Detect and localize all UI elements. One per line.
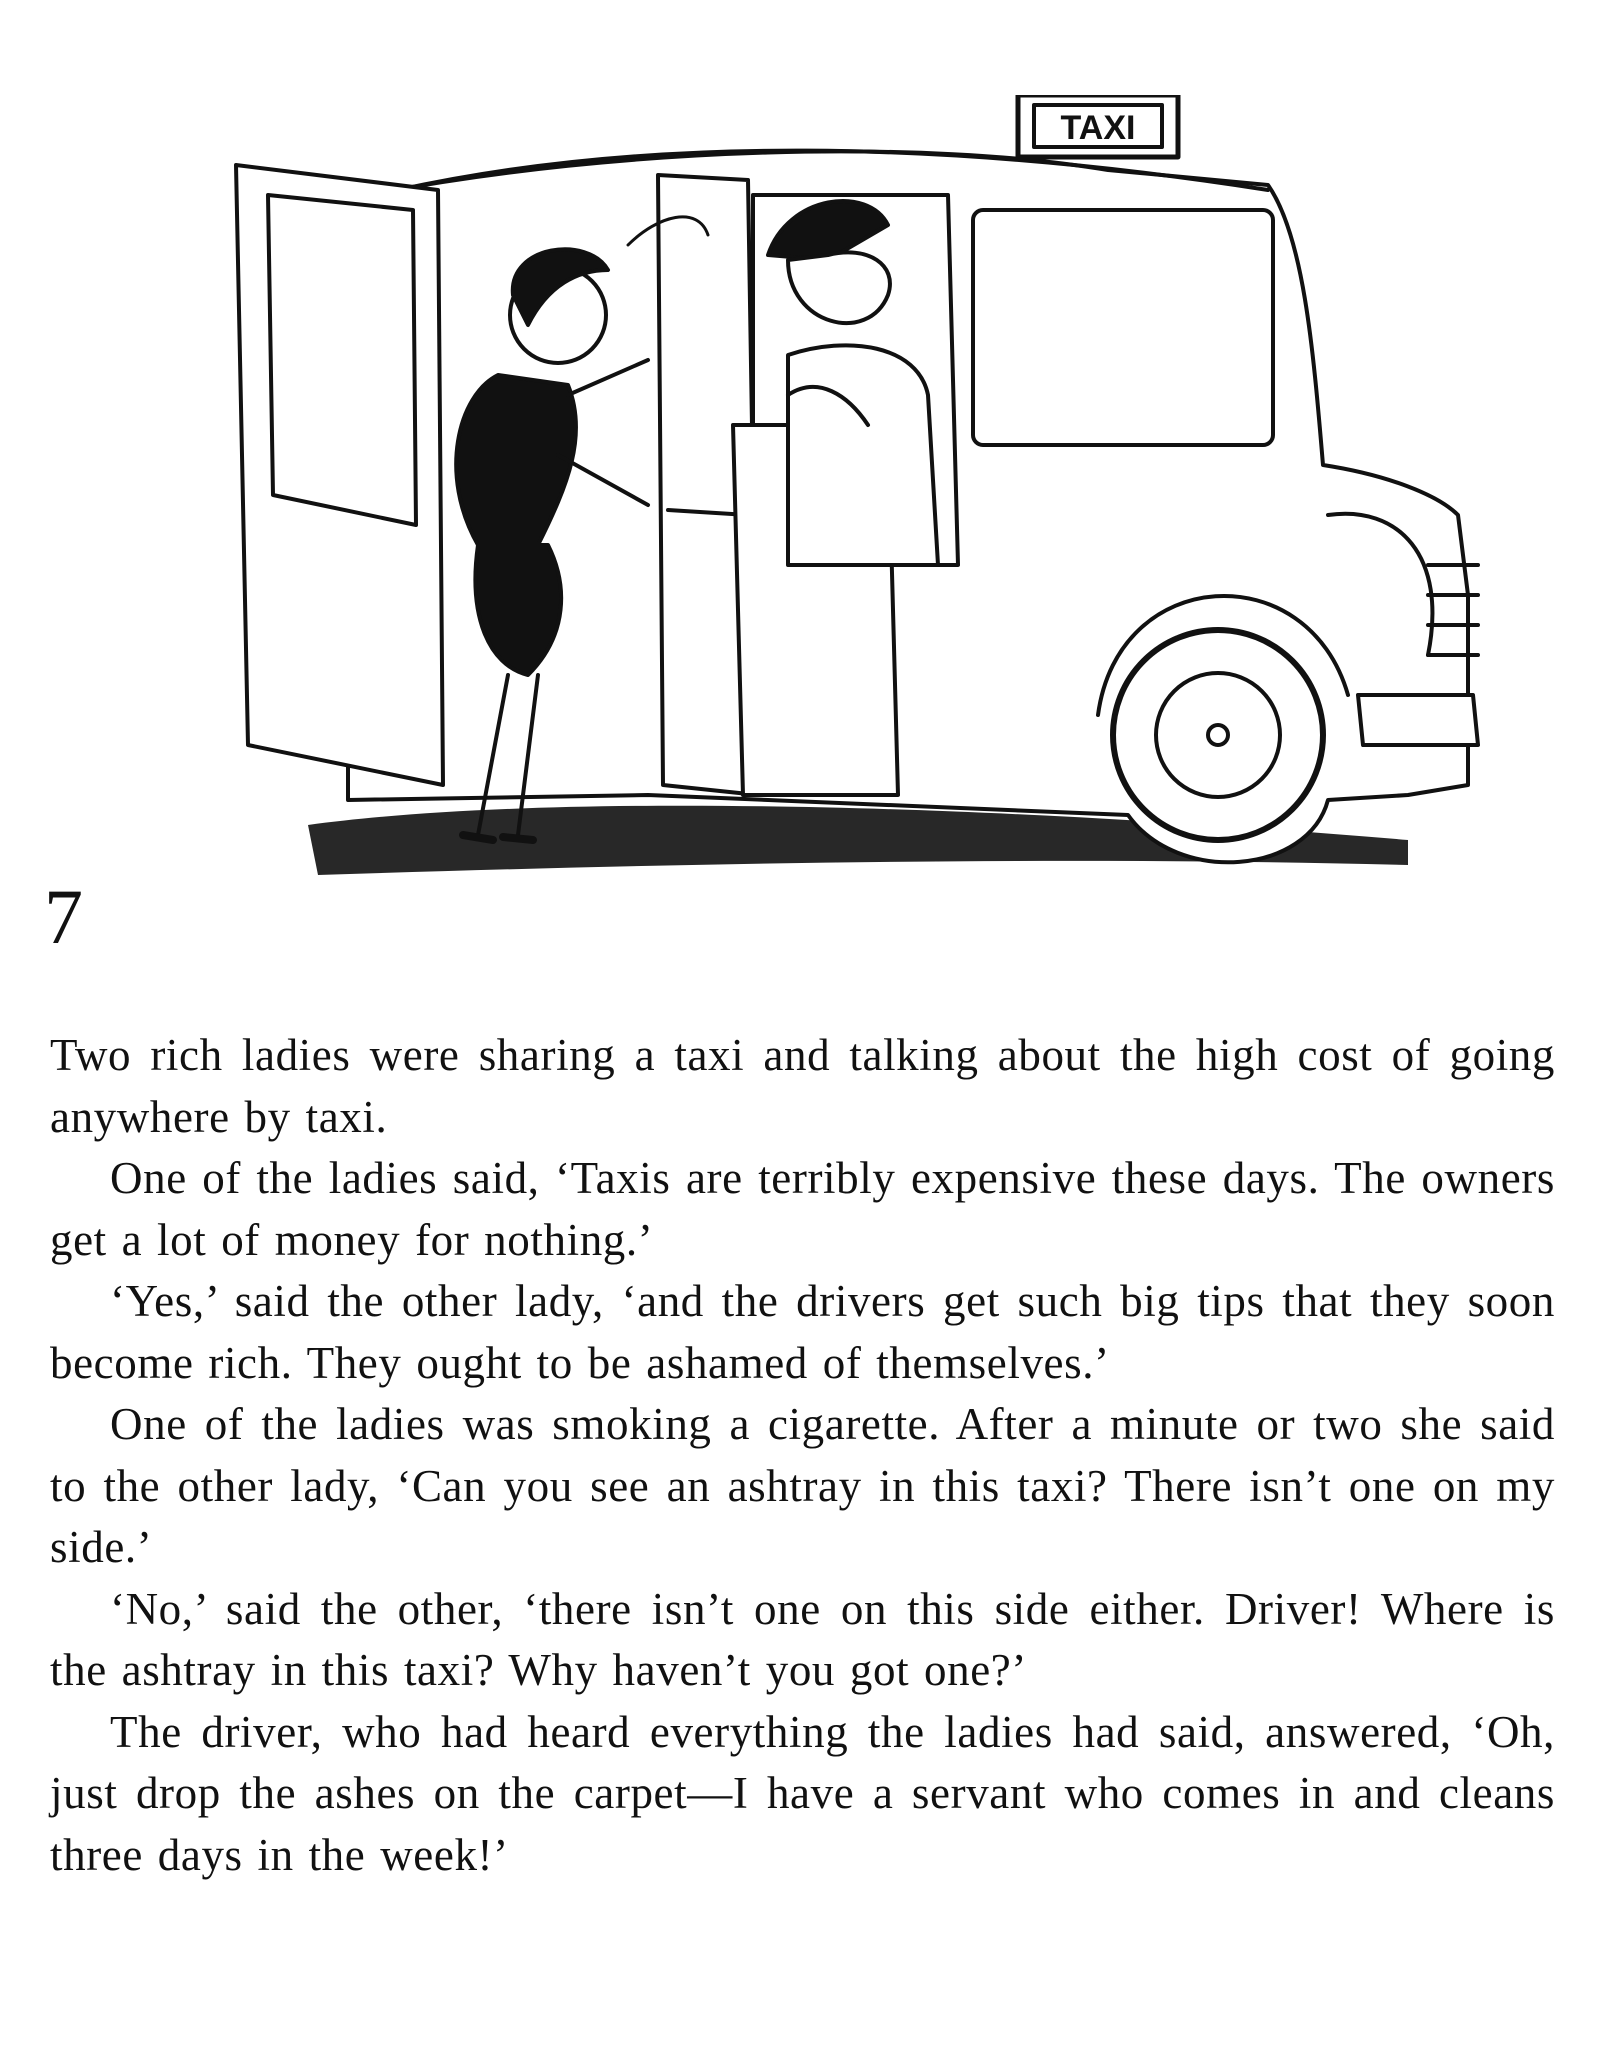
paragraph: ‘No,’ said the other, ‘there isn’t one on this side either. Driver! Where is the ashtray in this taxi? Why haven’t you got one?’	[50, 1583, 1555, 1695]
taxi-sign-text: TAXI	[1060, 109, 1136, 147]
paragraph: Two rich ladies were sharing a taxi and talking about the high cost of going anywhere by taxi.	[50, 1030, 1555, 1142]
paragraph: One of the ladies was smoking a cigarette. After a minute or two she said to the other lady, ‘Can you see an ashtray in this taxi? There isn’t one on my side.’	[50, 1399, 1555, 1572]
paragraph: ‘Yes,’ said the other lady, ‘and the drivers get such big tips that they soon become rich. They ought to be ashamed of themselves.’	[50, 1276, 1555, 1388]
taxi-illustration	[228, 95, 1490, 915]
paragraph: One of the ladies said, ‘Taxis are terribly expensive these days. The owners get a lot of money for nothing.’	[50, 1153, 1555, 1265]
story-text	[50, 1025, 1555, 1886]
story-number: 7	[44, 873, 83, 960]
paragraph: The driver, who had heard everything the ladies had said, answered, ‘Oh, just drop the ashes on the carpet—I have a servant who comes in and cleans three days in the week!’	[50, 1706, 1555, 1880]
rear-wheel	[1113, 630, 1323, 840]
